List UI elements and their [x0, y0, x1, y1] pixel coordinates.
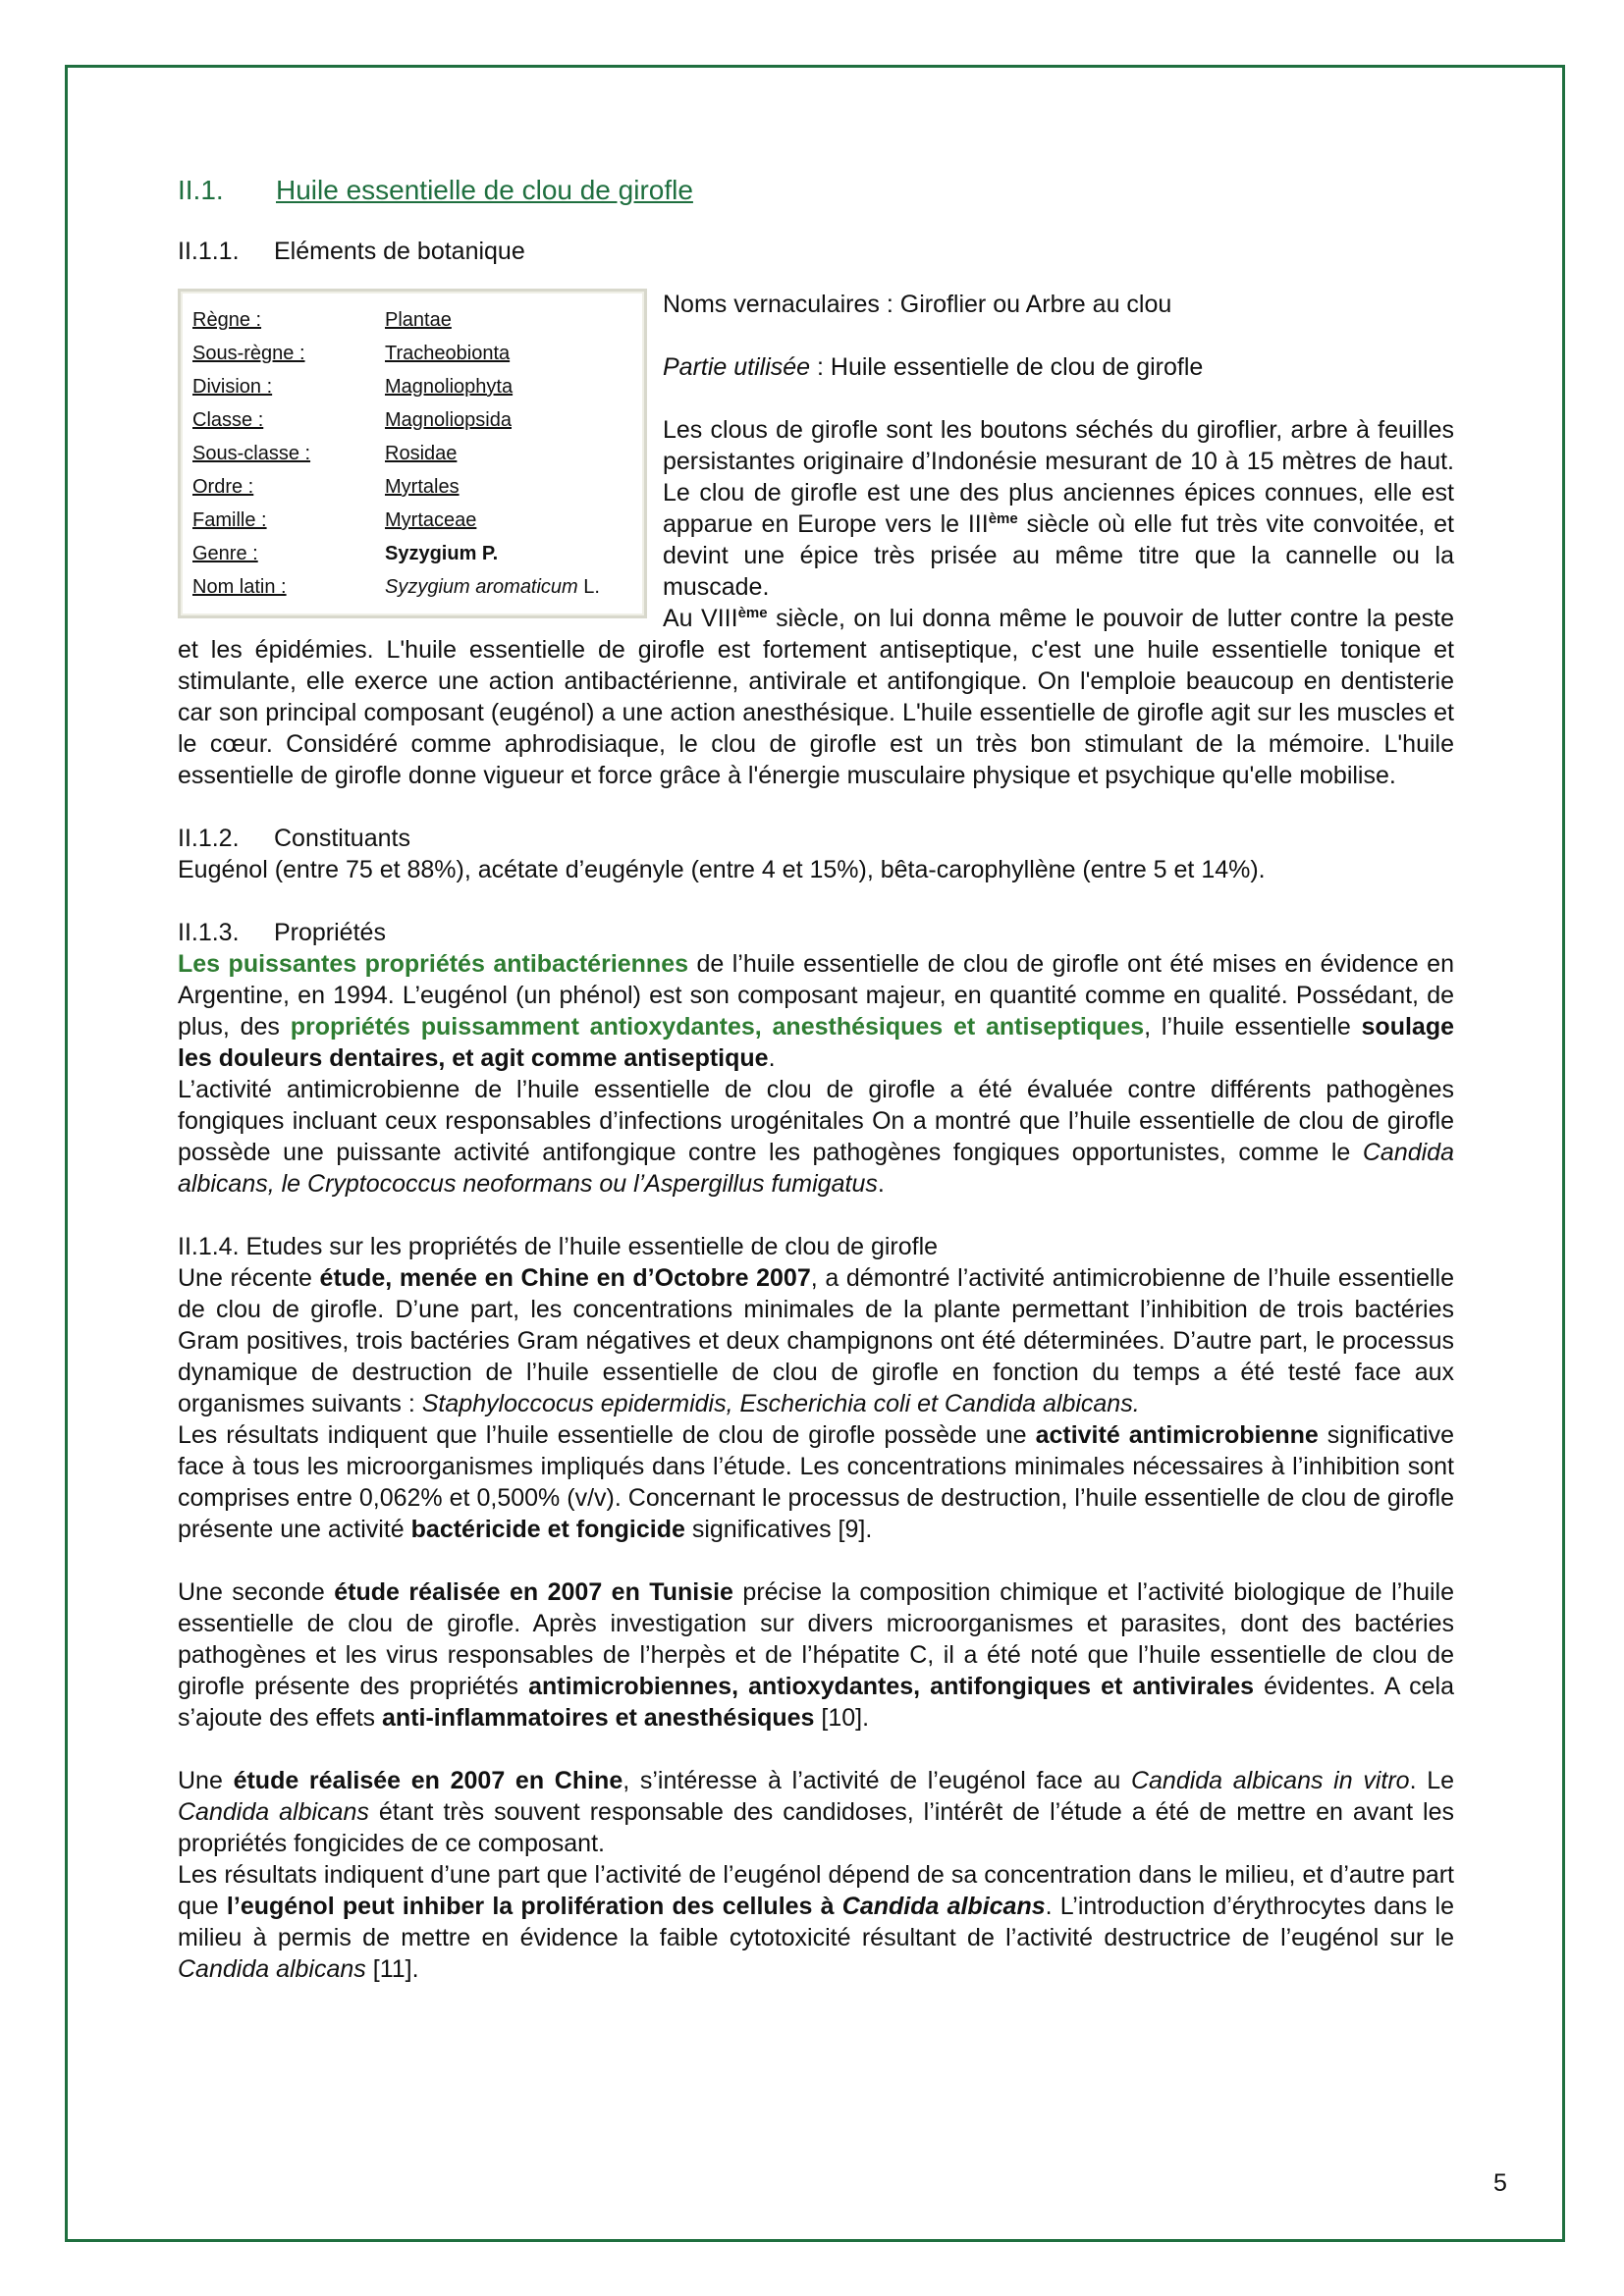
superscript: ème — [988, 510, 1018, 527]
taxonomy-table — [192, 303, 634, 604]
italic-run: Candida albicans — [178, 1798, 369, 1826]
taxonomy-key: Genre : — [192, 543, 258, 564]
text-run: étant très souvent responsable des candidoses, l’intérêt de l’étude a été de mettre en avant les propriétés fongicides de ce composant. — [178, 1798, 1454, 1857]
taxonomy-key: Ordre : — [192, 476, 254, 498]
bold-run: étude réalisée en 2007 en Chine — [233, 1767, 623, 1794]
text-run: Une récente — [178, 1264, 320, 1292]
study-paragraph-1 — [178, 1262, 1454, 1419]
subsection-title: Eléments de botanique — [274, 238, 525, 265]
taxonomy-value — [385, 570, 634, 604]
text-run: [10]. — [814, 1704, 870, 1732]
study-paragraph-2 — [178, 1419, 1454, 1545]
bold-run: étude réalisée en 2007 en Tunisie — [334, 1578, 733, 1606]
section-heading — [178, 175, 1454, 206]
taxonomy-box — [178, 289, 647, 618]
study-paragraph-5 — [178, 1859, 1454, 1985]
taxonomy-key: Sous-règne : — [192, 343, 305, 364]
subsection-heading-etudes: II.1.4. Etudes sur les propriétés de l’huile essentielle de clou de girofle — [178, 1233, 939, 1260]
text-run: . — [768, 1044, 776, 1072]
text-run: Une seconde — [178, 1578, 335, 1606]
taxonomy-key: Division : — [192, 376, 273, 398]
bold-run: étude, menée en Chine en d’Octobre 2007 — [319, 1264, 811, 1292]
part-used-label: Partie utilisée — [663, 353, 811, 381]
italic-run: Candida albicans — [178, 1955, 366, 1983]
text-run: . Le — [1409, 1767, 1455, 1794]
bold-run: l’eugénol peut inhiber la prolifération des cellules à — [226, 1893, 842, 1920]
italic-run: Staphyloccocus epidermidis, Escherichia coli et Candida albicans. — [421, 1390, 1140, 1417]
taxonomy-value: Syzygium P. — [385, 543, 499, 564]
text-run: de l’huile essentielle de clou de girofle ont été mises en évidence en Argentine, en 1994. L’eugénol (un phénol) est son composant majeur, en quantité comme en qualité. Possédant, de plus, des — [178, 950, 1454, 1041]
page-number: 5 — [1493, 2169, 1507, 2197]
study-paragraph-4 — [178, 1765, 1454, 1859]
text-run: Au VIII — [663, 605, 738, 632]
superscript: ème — [737, 605, 768, 621]
taxonomy-value: Magnoliophyta — [385, 376, 514, 398]
bold-run: antimicrobiennes, antioxydantes, antifongiques et antivirales — [528, 1673, 1255, 1700]
text-run: significatives [9]. — [684, 1516, 873, 1543]
bold-run: activité antimicrobienne — [1035, 1421, 1319, 1449]
taxonomy-row — [192, 303, 634, 337]
text-run: L’activité antimicrobienne de l’huile essentielle de clou de girofle a été évaluée contre différents pathogènes fongiques incluant ceux responsables d’infections urogénitales On a montré que l’huile essentielle de clou de girofle possède une puissante activité antifongique contre les pathogènes fongiques opportunistes, comme le — [178, 1076, 1454, 1166]
subsection-heading-botanique — [178, 236, 1454, 267]
subsection-number: II.1.1. — [178, 238, 240, 265]
taxonomy-value: Myrtales — [385, 476, 460, 498]
text-run: précise la composition chimique et l’activité biologique de l’huile essentielle de clou de girofle. Après investigation sur divers microorganismes et parasites, dont des bactéries pathogènes et les virus responsables de l’herpès et de l’hépatite C, il a été noté que l’huile essentielle de clou de girofle présente des propriétés — [178, 1578, 1454, 1700]
text-run: Les résultats indiquent que l’huile essentielle de clou de girofle possède une — [178, 1421, 1036, 1449]
text-run: Les clous de girofle sont les boutons séchés du giroflier, arbre à feuilles persistantes originaire d’Indonésie mesurant de 10 à 15 mètres de haut. Le clou de girofle est une des plus anciennes épices connues, elle est apparue en Europe vers le III — [663, 416, 1454, 538]
document-body — [178, 175, 1454, 1985]
taxonomy-row — [192, 403, 634, 437]
taxonomy-row — [192, 504, 634, 537]
text-run: , l’huile essentielle — [1144, 1013, 1362, 1041]
highlight-green: Les puissantes propriétés antibactériennes — [178, 950, 689, 978]
taxonomy-row — [192, 370, 634, 403]
bold-run: bactéricide et fongicide — [410, 1516, 685, 1543]
taxonomy-value: Plantae — [385, 309, 452, 331]
bold-italic-run: Candida albicans — [841, 1893, 1046, 1920]
subsection-title: Propriétés — [274, 919, 386, 946]
taxonomy-row — [192, 437, 634, 470]
text-run: . L’introduction d’érythrocytes dans le milieu à permis de mettre en évidence la faible cytotoxicité résultant de l’activité destructrice de l’eugénol sur le — [178, 1893, 1454, 1951]
taxonomy-row — [192, 570, 634, 604]
taxonomy-key: Nom latin : — [192, 576, 287, 598]
subsection-number: II.1.2. — [178, 825, 240, 852]
taxonomy-key: Sous-classe : — [192, 443, 311, 464]
taxonomy-key: Règne : — [192, 309, 262, 331]
botany-paragraph-2 — [178, 603, 1454, 791]
bold-run: anti-inflammatoires et anesthésiques — [382, 1704, 815, 1732]
text-run: , a démontré l’activité antimicrobienne de l’huile essentielle de clou de girofle. D’une part, les concentrations minimales de la plante permettant l’inhibition de trois bactéries Gram positives, trois bactéries Gram négatives et deux champignons ont été déterminées. D’autre part, le processus dynamique de destruction de l’huile essentielle de clou de girofle en fonction du temps a été testé face aux organismes suivants : — [178, 1264, 1455, 1417]
properties-paragraph-1 — [178, 948, 1454, 1074]
taxonomy-row — [192, 537, 634, 570]
text-run: significative face à tous les microorganismes impliqués dans l’étude. Les concentrations minimales nécessaires à l’inhibition sont comprises entre 0,062% et 0,500% (v/v). Concernant le processus de destruction, l’huile essentielle de clou de girofle présente une activité — [178, 1421, 1454, 1543]
highlight-green: propriétés puissamment antioxydantes, anesthésiques et antiseptiques — [290, 1013, 1145, 1041]
bold-run: soulage les douleurs dentaires, et agit comme antiseptique — [178, 1013, 1455, 1072]
section-title: Huile essentielle de clou de girofle — [276, 175, 693, 205]
vernacular-names: Noms vernaculaires : Giroflier ou Arbre au clou — [663, 291, 1172, 318]
subsection-number: II.1.3. — [178, 919, 240, 946]
section-number: II.1. — [178, 175, 224, 205]
taxonomy-row — [192, 337, 634, 370]
part-used-value: : Huile essentielle de clou de girofle — [810, 353, 1204, 381]
text-run: [11]. — [365, 1955, 419, 1983]
subsection-heading-proprietes — [178, 917, 1454, 948]
taxonomy-value: Tracheobionta — [385, 343, 511, 364]
text-run: . — [877, 1170, 885, 1198]
study-paragraph-3 — [178, 1576, 1454, 1734]
italic-run: Candida albicans, le Cryptococcus neoformans ou l’Aspergillus fumigatus — [178, 1139, 1454, 1198]
taxonomy-key: Famille : — [192, 509, 267, 531]
taxonomy-key: Classe : — [192, 409, 264, 431]
latin-author: L. — [577, 576, 600, 598]
text-run: siècle où elle fut très vite convoitée, et devint une épice très prisée au même titre que la cannelle ou la muscade. — [663, 510, 1454, 601]
taxonomy-value: Myrtaceae — [385, 509, 477, 531]
latin-name: Syzygium aromaticum — [385, 576, 578, 598]
taxonomy-value: Rosidae — [385, 443, 458, 464]
text-run: Une — [178, 1767, 234, 1794]
text-run: , s’intéresse à l’activité de l’eugénol face au — [623, 1767, 1131, 1794]
taxonomy-row — [192, 470, 634, 504]
text-run: Les résultats indiquent d’une part que l’activité de l’eugénol dépend de sa concentration dans le milieu, et d’autre part que — [178, 1861, 1454, 1920]
constituents-text: Eugénol (entre 75 et 88%), acétate d’eugényle (entre 4 et 15%), bêta-carophyllène (entre 5 et 14%). — [178, 856, 1266, 883]
subsection-heading-constituants — [178, 823, 1454, 854]
subsection-title: Constituants — [274, 825, 410, 852]
properties-paragraph-2 — [178, 1074, 1454, 1200]
text-run: évidentes. A cela s’ajoute des effets — [178, 1673, 1454, 1732]
taxonomy-value: Magnoliopsida — [385, 409, 512, 431]
italic-run: Candida albicans in vitro — [1130, 1767, 1410, 1794]
text-run: siècle, on lui donna même le pouvoir de lutter contre la peste et les épidémies. L'huile essentielle de girofle est fortement antiseptique, c'est une huile essentielle tonique et stimulante, elle exerce une action antibactérienne, antivirale et antifongique. On l'emploie beaucoup en dentisterie car son principal composant (eugénol) a une action anesthésique. L'huile essentielle de girofle agit sur les muscles et le cœur. Considéré comme aphrodisiaque, le clou de girofle est un très bon stimulant de la mémoire. L'huile essentielle de girofle donne vigueur et force grâce à l'énergie musculaire physique et psychique qu'elle mobilise. — [178, 605, 1454, 789]
